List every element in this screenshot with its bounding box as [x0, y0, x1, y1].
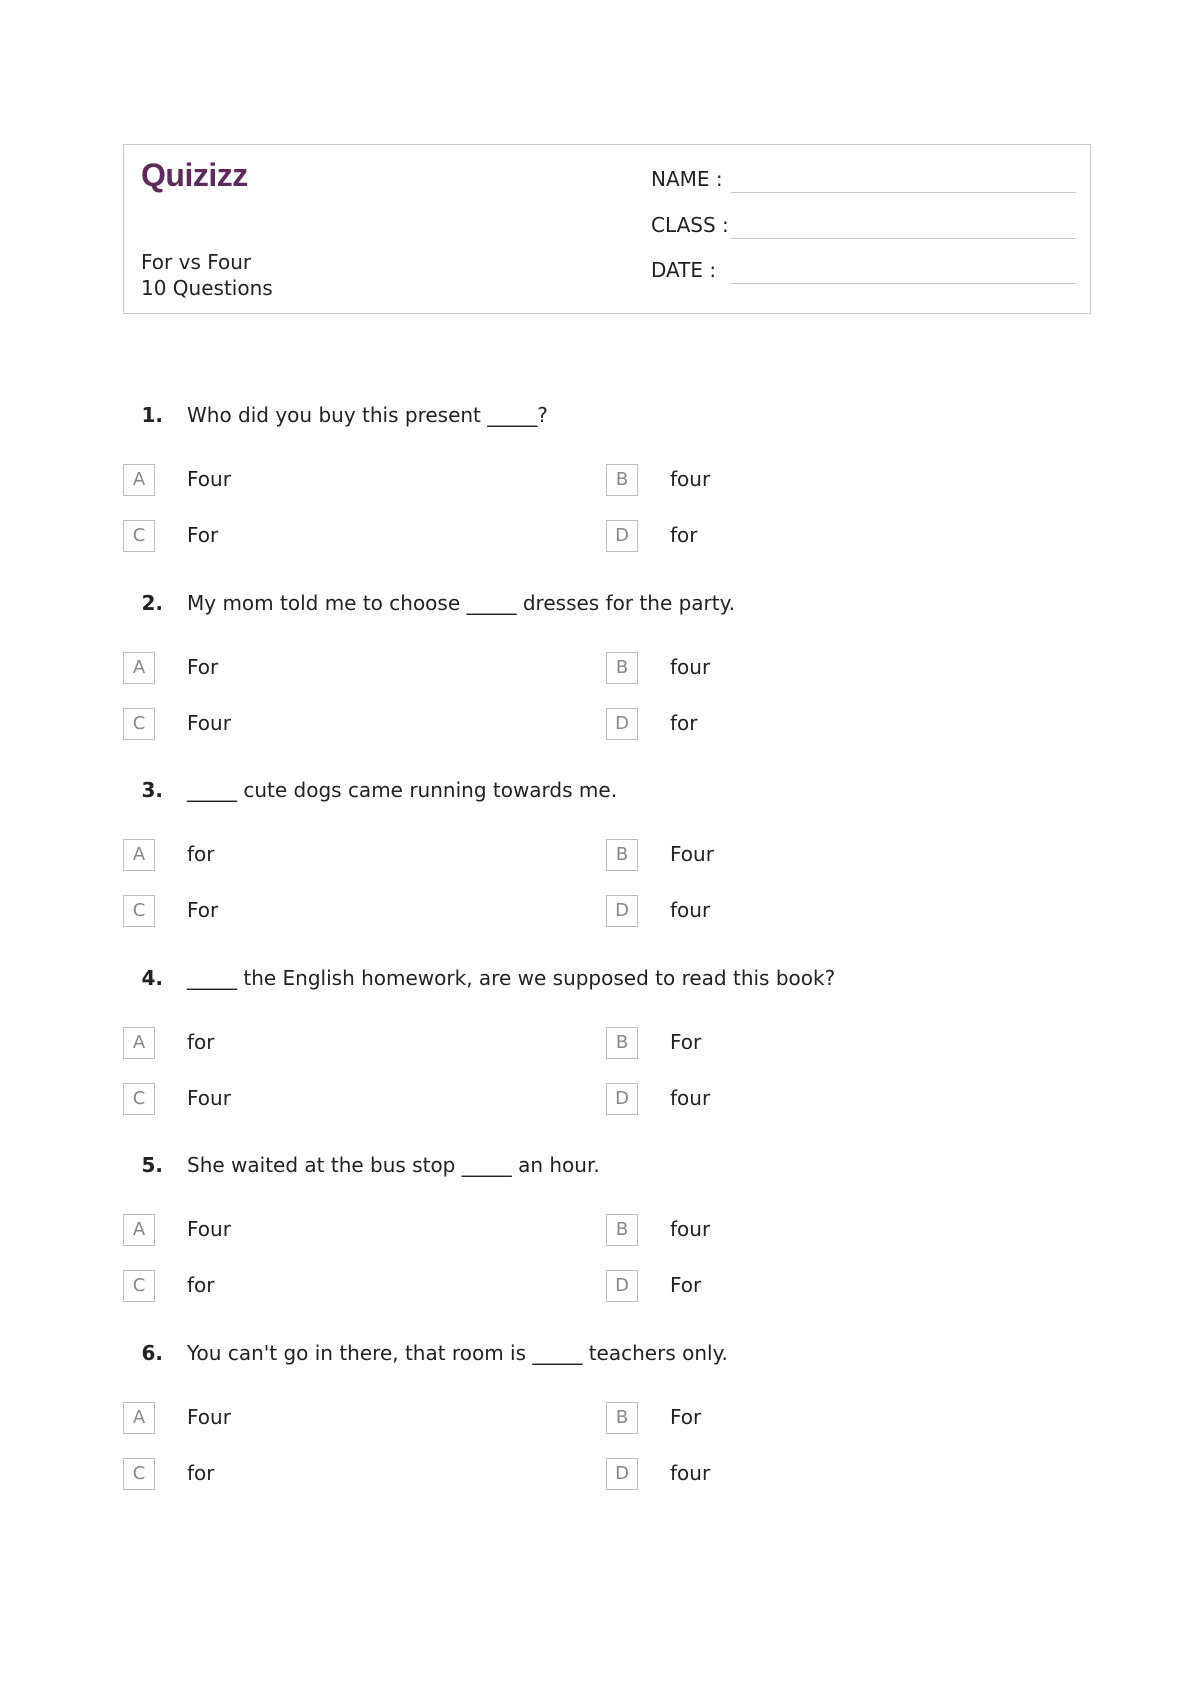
date-field[interactable] — [651, 256, 1076, 286]
option-letter: C — [123, 708, 155, 740]
name-line — [731, 192, 1076, 193]
question-text: She waited at the bus stop _____ an hour. — [187, 1153, 600, 1177]
option-letter: C — [123, 1083, 155, 1115]
option-letter: B — [606, 1027, 638, 1059]
option-text: Four — [670, 842, 714, 866]
option-text: Four — [187, 1405, 231, 1429]
option-letter: D — [606, 708, 638, 740]
date-line — [731, 283, 1076, 284]
option-text: for — [187, 1461, 215, 1485]
class-line — [731, 238, 1076, 239]
option-text: for — [670, 711, 698, 735]
option-letter: A — [123, 464, 155, 496]
option-letter: A — [123, 839, 155, 871]
option-letter: C — [123, 1270, 155, 1302]
option-letter: A — [123, 652, 155, 684]
option-a[interactable] — [123, 839, 553, 873]
option-text: For — [670, 1405, 702, 1429]
option-text: four — [670, 467, 711, 491]
option-letter: B — [606, 464, 638, 496]
option-a[interactable] — [123, 652, 553, 686]
option-b[interactable] — [606, 839, 1036, 873]
option-text: four — [670, 1217, 711, 1241]
option-letter: B — [606, 1402, 638, 1434]
date-label: DATE : — [651, 258, 717, 282]
option-text: For — [187, 898, 219, 922]
option-d[interactable] — [606, 895, 1036, 929]
question-text: _____ the English homework, are we supposed to read this book? — [187, 966, 836, 990]
option-d[interactable] — [606, 1458, 1036, 1492]
question-6 — [123, 1341, 1091, 1511]
option-text: For — [187, 655, 219, 679]
option-text: for — [187, 1030, 215, 1054]
worksheet-header — [123, 144, 1091, 314]
option-letter: B — [606, 1214, 638, 1246]
option-text: Four — [187, 1217, 231, 1241]
option-text: For — [670, 1030, 702, 1054]
option-b[interactable] — [606, 652, 1036, 686]
option-a[interactable] — [123, 1027, 553, 1061]
question-number: 3. — [141, 778, 163, 802]
option-text: For — [187, 523, 219, 547]
option-c[interactable] — [123, 1270, 553, 1304]
quizizz-logo: Quizizz — [141, 157, 248, 193]
option-letter: B — [606, 839, 638, 871]
option-b[interactable] — [606, 464, 1036, 498]
option-d[interactable] — [606, 1083, 1036, 1117]
name-label: NAME : — [651, 167, 723, 191]
question-number: 4. — [141, 966, 163, 990]
question-text: _____ cute dogs came running towards me. — [187, 778, 618, 802]
option-text: For — [670, 1273, 702, 1297]
question-4 — [123, 966, 1091, 1136]
question-number: 2. — [141, 591, 163, 615]
quiz-title-block — [141, 249, 273, 301]
question-3 — [123, 778, 1091, 948]
option-d[interactable] — [606, 1270, 1036, 1304]
option-text: Four — [187, 467, 231, 491]
question-2 — [123, 591, 1091, 761]
option-letter: C — [123, 1458, 155, 1490]
option-a[interactable] — [123, 464, 553, 498]
question-text: Who did you buy this present _____? — [187, 403, 548, 427]
option-letter: A — [123, 1027, 155, 1059]
option-letter: A — [123, 1402, 155, 1434]
name-field[interactable] — [651, 165, 1076, 195]
option-letter: B — [606, 652, 638, 684]
option-letter: C — [123, 520, 155, 552]
option-a[interactable] — [123, 1402, 553, 1436]
option-c[interactable] — [123, 1083, 553, 1117]
option-b[interactable] — [606, 1402, 1036, 1436]
option-letter: D — [606, 520, 638, 552]
class-field[interactable] — [651, 211, 1076, 241]
option-a[interactable] — [123, 1214, 553, 1248]
option-text: Four — [187, 1086, 231, 1110]
option-text: four — [670, 1461, 711, 1485]
option-letter: D — [606, 1458, 638, 1490]
option-letter: D — [606, 1270, 638, 1302]
option-letter: D — [606, 1083, 638, 1115]
option-text: for — [187, 842, 215, 866]
option-b[interactable] — [606, 1214, 1036, 1248]
option-text: four — [670, 898, 711, 922]
question-text: My mom told me to choose _____ dresses for the party. — [187, 591, 735, 615]
option-c[interactable] — [123, 895, 553, 929]
quiz-title: For vs Four — [141, 250, 252, 274]
class-label: CLASS : — [651, 213, 729, 237]
option-d[interactable] — [606, 520, 1036, 554]
option-text: four — [670, 1086, 711, 1110]
option-text: for — [670, 523, 698, 547]
option-c[interactable] — [123, 1458, 553, 1492]
question-number: 6. — [141, 1341, 163, 1365]
question-text: You can't go in there, that room is _____ teachers only. — [187, 1341, 728, 1365]
option-c[interactable] — [123, 708, 553, 742]
option-d[interactable] — [606, 708, 1036, 742]
option-letter: A — [123, 1214, 155, 1246]
question-1 — [123, 403, 1091, 573]
question-count: 10 Questions — [141, 276, 273, 300]
question-5 — [123, 1153, 1091, 1323]
option-text: for — [187, 1273, 215, 1297]
question-number: 1. — [141, 403, 163, 427]
option-text: Four — [187, 711, 231, 735]
option-c[interactable] — [123, 520, 553, 554]
option-letter: D — [606, 895, 638, 927]
option-text: four — [670, 655, 711, 679]
option-letter: C — [123, 895, 155, 927]
question-number: 5. — [141, 1153, 163, 1177]
option-b[interactable] — [606, 1027, 1036, 1061]
